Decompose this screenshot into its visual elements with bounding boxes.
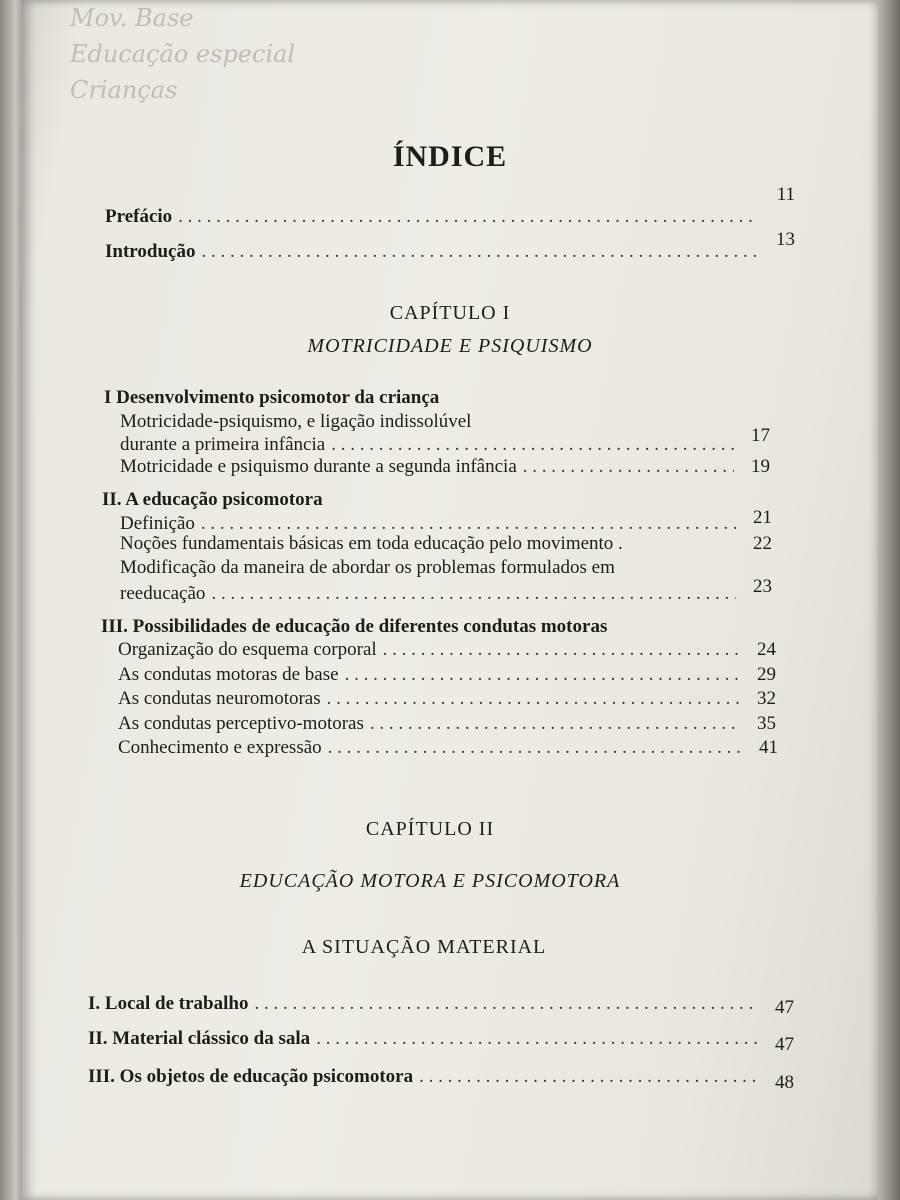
toc-entry-label: Introdução [105, 241, 196, 262]
chapter-number: CAPÍTULO II [365, 818, 495, 840]
chapter-subtitle: A SITUAÇÃO MATERIAL [301, 936, 547, 958]
page-number: 29 [757, 664, 776, 685]
page-number: 13 [776, 229, 795, 250]
page-number: 32 [757, 688, 776, 709]
toc-entry-label: II. Material clássico da sala [88, 1028, 311, 1049]
toc-entry-prefacio[interactable] [105, 184, 795, 231]
page-right-edge [878, 0, 900, 1200]
leader-dots [254, 990, 758, 1018]
toc-entry-label: Conhecimento e expressão [118, 737, 322, 758]
toc-entry[interactable] [118, 734, 778, 762]
page-number: 21 [753, 507, 772, 528]
chapter-title: MOTRICIDADE E PSIQUISMO [307, 335, 593, 357]
toc-entry-label: As condutas neuromotoras [118, 688, 321, 709]
page-number: 47 [775, 997, 794, 1018]
handwritten-notes [70, 0, 296, 108]
chapter-title: EDUCAÇÃO MOTORA E PSICOMOTORA [239, 870, 621, 892]
leader-dots [201, 238, 759, 266]
page-number: 17 [751, 425, 770, 446]
toc-entry-label: III. Os objetos de educação psicomotora [88, 1066, 414, 1087]
section-heading: I Desenvolvimento psicomotor da criança [104, 387, 440, 408]
toc-entry[interactable] [120, 453, 770, 481]
toc-entry-label: Organização do esquema corporal [118, 639, 377, 660]
toc-entry-label: Prefácio [105, 206, 173, 227]
page-number: 23 [753, 576, 772, 597]
toc-entry-label: reeducação [120, 583, 206, 604]
toc-entry-label: Modificação da maneira de abordar os problemas formulados em [120, 557, 615, 578]
toc-entry[interactable] [88, 1025, 794, 1053]
section-heading: II. A educação psicomotora [102, 489, 323, 510]
page-number: 24 [757, 639, 776, 660]
toc-entry-label: As condutas perceptivo-motoras [118, 713, 364, 734]
toc-entry[interactable] [88, 1063, 794, 1091]
leader-dots [178, 203, 759, 231]
toc-entry-label: Motricidade-psiquismo, e ligação indissolúvel [120, 411, 472, 432]
toc-entry[interactable] [118, 685, 776, 713]
toc-entry-label: I. Local de trabalho [88, 993, 249, 1014]
index-title: ÍNDICE [392, 140, 508, 173]
handwritten-note: Crianças [70, 76, 178, 104]
leader-dots [327, 685, 740, 713]
page-number: 41 [759, 737, 778, 758]
leader-dots [211, 580, 736, 608]
page-number: 22 [753, 533, 772, 554]
page-number: 19 [751, 456, 770, 477]
handwritten-note: Educação especial [70, 40, 296, 68]
leader-dots [328, 734, 742, 762]
toc-entry[interactable] [120, 576, 772, 608]
toc-entry-label: Definição [120, 513, 195, 534]
toc-entry-label: As condutas motoras de base [118, 664, 339, 685]
page-number: 11 [776, 184, 795, 205]
leader-dots [383, 636, 740, 664]
page-number: 48 [775, 1072, 794, 1093]
page-left-edge [0, 0, 22, 1200]
handwritten-note: Mov. Base [70, 4, 194, 32]
leader-dots [523, 453, 734, 481]
page-number: 47 [775, 1034, 794, 1055]
leader-dots [316, 1025, 758, 1053]
toc-entry[interactable] [88, 990, 794, 1018]
toc-entry-label: durante a primeira infância [120, 434, 326, 455]
toc-entry-label: Noções fundamentais básicas em toda educação pelo movimento . [120, 533, 623, 554]
toc-entry-label: Motricidade e psiquismo durante a segunda infância [120, 456, 517, 477]
toc-entry[interactable] [118, 636, 776, 664]
section-heading: III. Possibilidades de educação de diferentes condutas motoras [101, 616, 608, 637]
page-number: 35 [757, 713, 776, 734]
toc-entry-introducao[interactable] [105, 229, 795, 266]
chapter-number: CAPÍTULO I [389, 302, 511, 324]
leader-dots [419, 1063, 758, 1091]
book-page [22, 0, 878, 1200]
